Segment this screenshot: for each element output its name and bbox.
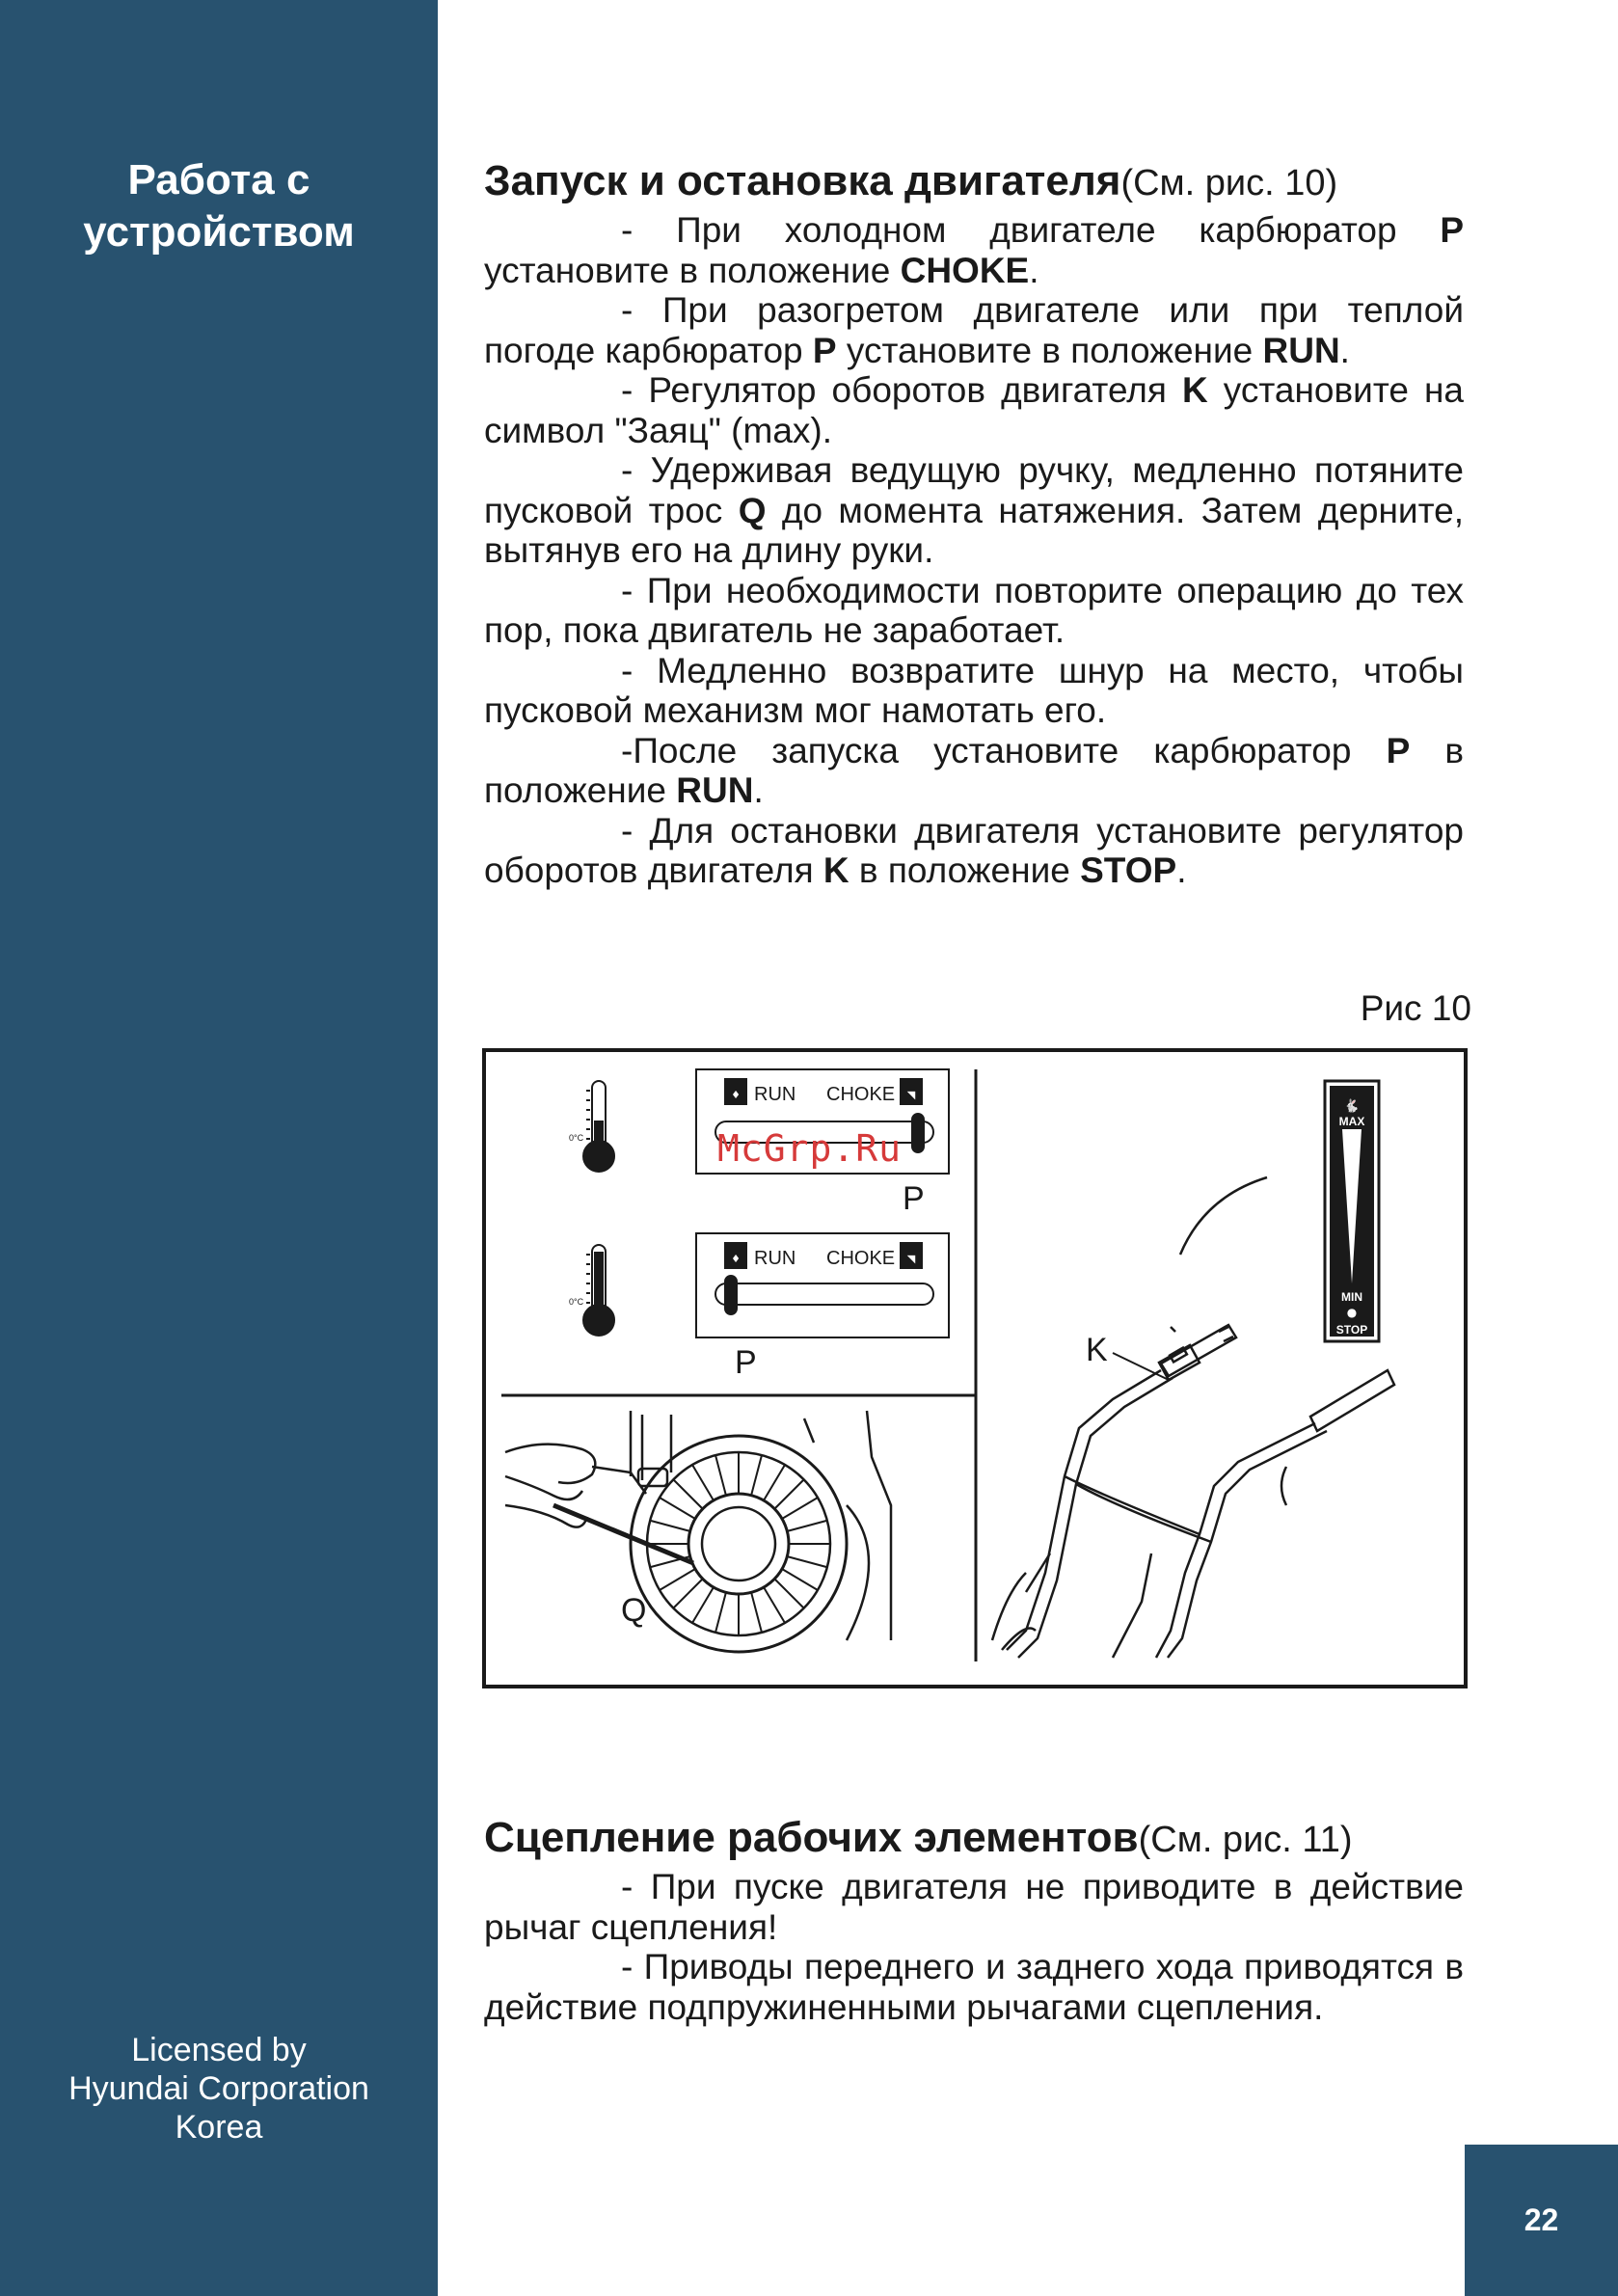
choke-icon-2: ◥ <box>906 1253 916 1265</box>
lever-max-label: MAX <box>1338 1115 1365 1128</box>
section-title-line1: Работа с <box>127 156 310 203</box>
sidebar <box>0 0 438 2296</box>
heading-figure-ref: (См. рис. 10) <box>1120 163 1338 203</box>
thermometer-mark-1: 0°C <box>569 1133 584 1143</box>
license-line3: Korea <box>175 2109 263 2146</box>
rabbit-icon: 🐇 <box>1343 1099 1361 1114</box>
run-label-2: RUN <box>754 1248 796 1269</box>
recoil-starter-illustration <box>505 1411 891 1652</box>
run-icon-2: ♦ <box>731 1253 741 1265</box>
paragraph-clutch-warning: - При пуске двигателя не приводите в действие рычаг сцепления! <box>484 1867 1464 1947</box>
paragraph-warm-engine: - При разогретом двигателе или при теплой погоде карбюратор P установите в положение RUN. <box>484 290 1464 370</box>
page-number-box <box>1465 2145 1618 2296</box>
figure-10 <box>482 1048 1468 1688</box>
choke-icon: ◥ <box>906 1089 916 1101</box>
license-line2: Hyundai Corporation <box>68 2070 369 2107</box>
section-heading-2 <box>484 1811 1464 1867</box>
label-p-1: P <box>903 1180 925 1217</box>
thermometer-mark-2: 0°C <box>569 1297 584 1307</box>
page-number: 22 <box>1524 2202 1559 2237</box>
paragraph-pull-cord: - Удерживая ведущую ручку, медленно потяните пусковой трос Q до момента натяжения. Затем дерните, вытянув его на длину руки. <box>484 450 1464 570</box>
turtle-icon: ● <box>1346 1306 1358 1319</box>
section-heading <box>484 154 1464 210</box>
lever-min-label: MIN <box>1341 1290 1362 1304</box>
choke-label-2: CHOKE <box>826 1248 896 1269</box>
thermometer-cold-icon <box>583 1081 614 1172</box>
paragraph-throttle: - Регулятор оборотов двигателя K установите на символ "Заяц" (max). <box>484 370 1464 450</box>
label-p-2: P <box>735 1344 757 1381</box>
paragraph-drives: - Приводы переднего и заднего хода приводятся в действие подпружиненными рычагами сцепления. <box>484 1947 1464 2027</box>
paragraph-return-cord: - Медленно возвратите шнур на место, чтобы пусковой механизм мог намотать его. <box>484 650 1464 730</box>
section-engine-start <box>484 154 1464 891</box>
paragraph-cold-engine: - При холодном двигателе карбюратор P установите в положение CHOKE. <box>484 210 1464 290</box>
paragraph-repeat: - При необходимости повторите операцию до тех пор, пока двигатель не заработает. <box>484 570 1464 650</box>
label-k: K <box>1086 1332 1108 1368</box>
paragraph-stop: - Для остановки двигателя установите регулятор оборотов двигателя K в положение STOP. <box>484 810 1464 890</box>
figure-caption: Рис 10 <box>1360 988 1471 1028</box>
license-notice <box>0 2031 438 2147</box>
figure-illustration <box>486 1052 1464 1685</box>
heading-text-2: Сцепление рабочих элементов <box>484 1814 1139 1861</box>
section-title <box>0 154 438 258</box>
heading-figure-ref-2: (См. рис. 11) <box>1138 1820 1353 1860</box>
paragraph-after-start: -После запуска установите карбюратор P в положение RUN. <box>484 730 1465 810</box>
choke-panel-2 <box>696 1233 949 1337</box>
lever-stop-label: STOP <box>1335 1323 1368 1337</box>
thermometer-warm-icon <box>583 1245 614 1336</box>
section-clutch <box>484 1811 1464 2027</box>
section-title-line2: устройством <box>83 208 355 256</box>
watermark: McGrp.Ru <box>717 1127 903 1170</box>
license-line1: Licensed by <box>131 2032 307 2068</box>
choke-label-1: CHOKE <box>826 1084 896 1105</box>
label-q: Q <box>621 1592 647 1629</box>
heading-text: Запуск и остановка двигателя <box>484 157 1121 204</box>
run-icon: ♦ <box>731 1089 741 1101</box>
run-label-1: RUN <box>754 1084 796 1105</box>
